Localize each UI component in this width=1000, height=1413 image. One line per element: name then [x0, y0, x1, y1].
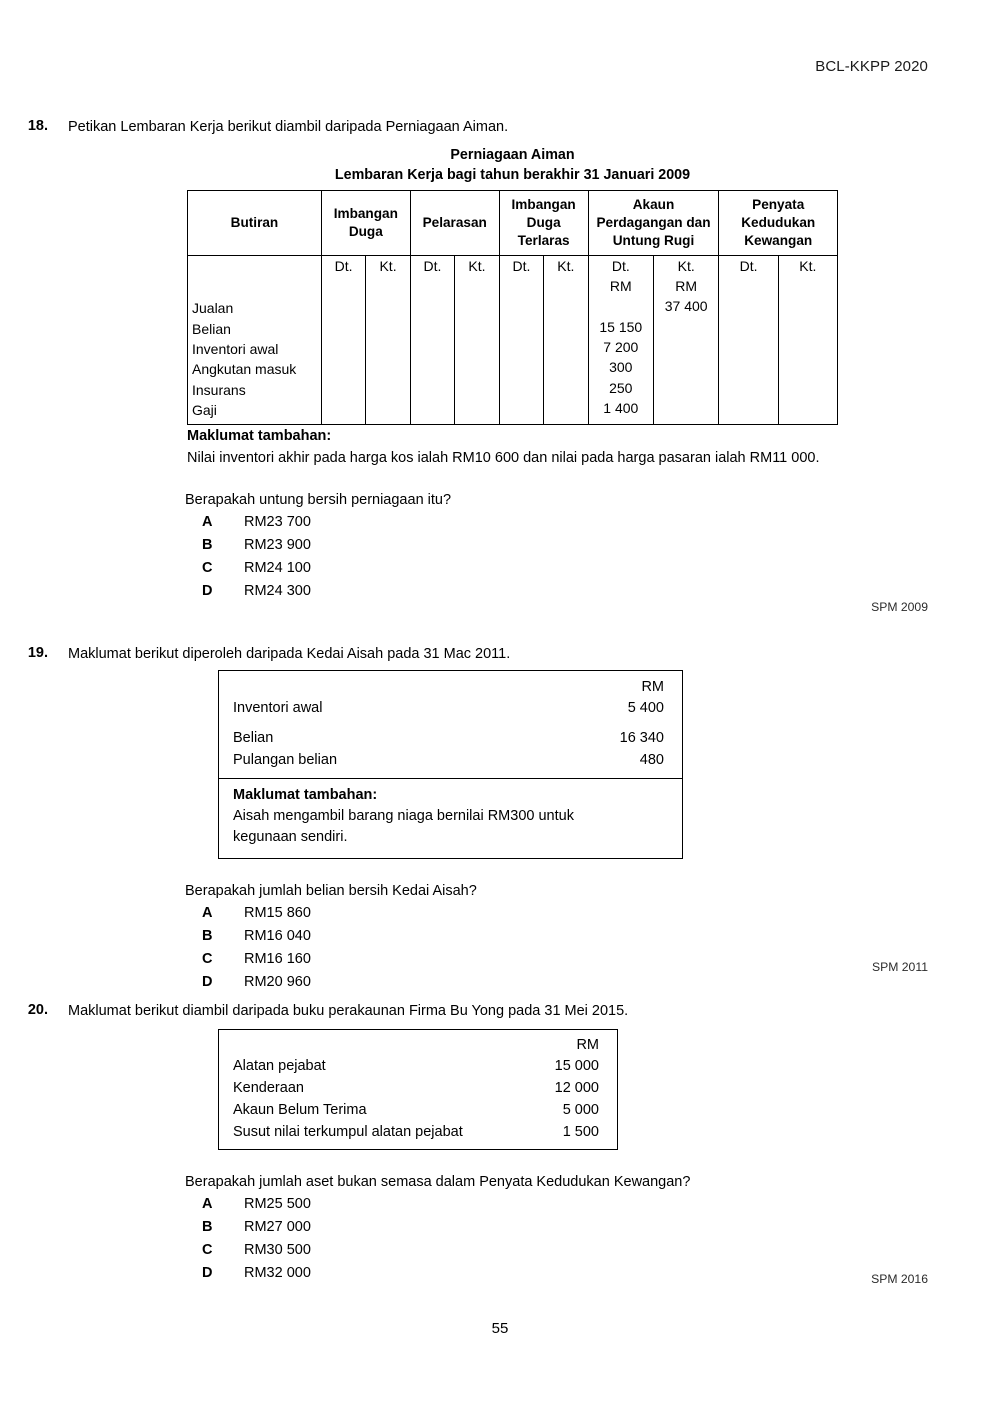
worksheet-col-pelarasan-dt — [410, 255, 454, 424]
worksheet-title-line-2: Lembaran Kerja bagi tahun berakhir 31 Januari 2009 — [334, 167, 691, 184]
worksheet-items-cell — [188, 255, 322, 424]
question-19-source: SPM 2011 — [871, 960, 928, 974]
option-letter: A — [202, 905, 213, 922]
option-text: RM24 300 — [244, 582, 311, 599]
question-19-prompt: Berapakah jumlah belian bersih Kedai Aisah? — [185, 883, 477, 900]
option-text: RM27 000 — [244, 1219, 311, 1236]
option-text: RM16 040 — [244, 928, 311, 945]
question-20-heading — [0, 1002, 1000, 1022]
subheader-pkk-dt: Dt. — [739, 257, 758, 274]
info-value: 16 340 — [619, 730, 664, 747]
apur-dt-value-3: 300 — [609, 359, 633, 376]
subheader-id-dt: Dt. — [334, 257, 353, 274]
question-19-stem: Maklumat berikut diperoleh daripada Kedai Aisah pada 31 Mac 2011. — [68, 646, 511, 662]
info-label: Akaun Belum Terima — [233, 1101, 367, 1118]
info-label: Susut nilai terkumpul alatan pejabat — [233, 1123, 463, 1140]
worksheet-title-line-1: Perniagaan Aiman — [450, 146, 575, 163]
info-row-pulangan-belian — [219, 750, 682, 772]
question-18-number: 18. — [27, 118, 48, 134]
worksheet-col-apur-kt — [653, 255, 718, 424]
info-currency-header — [219, 677, 682, 699]
question-18-stem: Petikan Lembaran Kerja berikut diambil daripada Perniagaan Aiman. — [68, 119, 509, 135]
worksheet-item-jualan: Jualan — [192, 300, 234, 317]
question-18-source: SPM 2009 — [871, 600, 928, 614]
worksheet-header-penyata-kedudukan: Penyata Kedudukan Kewangan — [719, 191, 838, 256]
info-row-akaun-belum-terima — [219, 1100, 617, 1122]
apur-dt-value-4: 250 — [609, 379, 633, 396]
worksheet-header-imbangan-duga: Imbangan Duga — [321, 191, 410, 256]
question-20-option-b[interactable] — [202, 1216, 1000, 1239]
info-currency-label: RM — [576, 1036, 599, 1053]
option-letter: D — [202, 974, 213, 991]
info-row-belian — [219, 728, 682, 750]
question-19-note-label: Maklumat tambahan: — [233, 786, 378, 803]
option-text: RM25 500 — [244, 1196, 311, 1213]
worksheet-item-angkutan-masuk: Angkutan masuk — [192, 361, 297, 378]
subheader-apur-dt: Dt. — [611, 257, 630, 274]
worksheet-title — [187, 145, 838, 186]
page-number: 55 — [491, 1320, 509, 1337]
info-row-alatan-pejabat — [219, 1056, 617, 1078]
subheader-idt-kt: Kt. — [557, 257, 575, 274]
worksheet-header-imbangan-duga-terlaras: Imbangan Duga Terlaras — [499, 191, 588, 256]
subheader-apur-kt: Kt. — [677, 257, 695, 274]
info-label: Belian — [233, 730, 274, 747]
apur-dt-currency: RM — [609, 278, 632, 295]
question-18-option-b[interactable] — [202, 534, 1000, 557]
question-19-option-d[interactable] — [202, 971, 1000, 994]
worksheet-header-row — [188, 191, 838, 256]
option-letter: C — [202, 951, 213, 968]
question-18-option-a[interactable] — [202, 511, 1000, 534]
question-18 — [0, 118, 1000, 603]
subheader-id-kt: Kt. — [379, 257, 397, 274]
option-letter: C — [202, 560, 213, 576]
info-label: Inventori awal — [233, 700, 323, 717]
info-value: 15 000 — [554, 1058, 599, 1075]
option-letter: A — [202, 1196, 213, 1213]
info-row-inventori-awal — [219, 698, 682, 720]
info-label: Alatan pejabat — [233, 1058, 326, 1075]
worksheet-col-pelarasan-kt — [455, 255, 499, 424]
question-20-option-a[interactable] — [202, 1193, 1000, 1216]
option-letter: B — [202, 537, 213, 554]
worksheet-col-pkk-kt — [778, 255, 837, 424]
question-18-prompt: Berapakah untung bersih perniagaan itu? — [185, 492, 452, 509]
worksheet-col-pkk-dt — [719, 255, 778, 424]
option-letter: C — [202, 1242, 213, 1259]
option-letter: A — [202, 514, 213, 531]
info-value: 12 000 — [554, 1080, 599, 1097]
worksheet-item-gaji: Gaji — [192, 401, 217, 418]
subheader-pkk-kt: Kt. — [799, 257, 817, 274]
question-19-heading — [0, 645, 1000, 665]
worksheet-col-id-dt — [321, 255, 365, 424]
worksheet-item-inventori-awal: Inventori awal — [192, 341, 279, 357]
worksheet-subheader-and-data-row — [188, 255, 838, 424]
question-20-source: SPM 2016 — [871, 1272, 928, 1286]
apur-dt-value-2: 7 200 — [603, 339, 639, 355]
question-19-info-box — [218, 670, 683, 860]
question-19 — [0, 645, 1000, 994]
question-20-number: 20. — [27, 1002, 48, 1018]
worksheet-item-insurans: Insurans — [192, 381, 246, 398]
option-letter: B — [202, 1219, 213, 1236]
worksheet-col-idt-kt — [544, 255, 588, 424]
worksheet-col-id-kt — [366, 255, 410, 424]
option-text: RM30 500 — [244, 1242, 311, 1259]
question-20 — [0, 1002, 1000, 1285]
question-20-info-box — [218, 1029, 618, 1151]
info-currency-label: RM — [641, 678, 664, 695]
info-value: 5 400 — [627, 700, 664, 717]
option-text: RM23 900 — [244, 537, 311, 554]
apur-kt-currency: RM — [675, 278, 698, 295]
option-text: RM15 860 — [244, 905, 311, 922]
worksheet-col-idt-dt — [499, 255, 543, 424]
info-box-divider — [219, 778, 682, 779]
option-text: RM32 000 — [244, 1265, 311, 1282]
question-19-note-line-1: Aisah mengambil barang niaga bernilai RM300 untuk — [233, 808, 574, 825]
info-currency-header — [219, 1035, 617, 1057]
apur-dt-value-5: 1 400 — [603, 399, 639, 416]
worksheet-header-butiran: Butiran — [188, 191, 322, 256]
info-value: 480 — [639, 751, 664, 768]
option-text: RM16 160 — [244, 951, 311, 968]
option-text: RM24 100 — [244, 560, 311, 576]
worksheet-col-apur-dt — [588, 255, 653, 424]
question-19-note-line-2: kegunaan sendiri. — [233, 829, 348, 846]
worksheet-table — [187, 190, 838, 425]
question-20-stem: Maklumat berikut diambil daripada buku perakaunan Firma Bu Yong pada 31 Mei 2015. — [68, 1003, 629, 1019]
question-18-extra-label: Maklumat tambahan: — [187, 428, 332, 445]
question-20-prompt: Berapakah jumlah aset bukan semasa dalam Penyata Kedudukan Kewangan? — [185, 1174, 691, 1191]
info-label: Kenderaan — [233, 1080, 304, 1097]
question-19-option-a[interactable] — [202, 902, 1000, 925]
document-header-code: BCL-KKPP 2020 — [815, 58, 928, 75]
info-label: Pulangan belian — [233, 751, 338, 768]
info-row-kenderaan — [219, 1078, 617, 1100]
question-19-number: 19. — [27, 645, 48, 661]
apur-kt-value-0: 37 400 — [664, 298, 708, 315]
worksheet-header-pelarasan: Pelarasan — [410, 191, 499, 256]
subheader-idt-dt: Dt. — [512, 257, 531, 274]
option-letter: B — [202, 928, 213, 945]
question-18-option-c[interactable] — [202, 557, 1000, 580]
info-row-susut-nilai — [219, 1122, 617, 1144]
subheader-pelarasan-kt: Kt. — [468, 257, 486, 274]
subheader-pelarasan-dt: Dt. — [423, 257, 442, 274]
option-letter: D — [202, 582, 213, 599]
info-value: 1 500 — [562, 1123, 599, 1140]
question-18-options — [202, 511, 1000, 603]
question-18-extra-info — [187, 428, 1000, 466]
question-19-option-b[interactable] — [202, 925, 1000, 948]
worksheet-header-akaun-perdagangan: Akaun Perdagangan dan Untung Rugi — [588, 191, 719, 256]
option-text: RM23 700 — [244, 514, 311, 531]
question-19-options — [202, 902, 1000, 994]
question-20-option-c[interactable] — [202, 1239, 1000, 1262]
question-18-heading — [0, 118, 1000, 138]
option-letter: D — [202, 1265, 213, 1282]
info-value: 5 000 — [562, 1101, 599, 1118]
worksheet-item-belian: Belian — [192, 320, 231, 337]
apur-dt-value-1: 15 150 — [599, 318, 643, 335]
option-text: RM20 960 — [244, 974, 311, 991]
question-18-extra-text: Nilai inventori akhir pada harga kos ialah RM10 600 dan nilai pada harga pasaran ialah RM11 000. — [187, 450, 820, 467]
